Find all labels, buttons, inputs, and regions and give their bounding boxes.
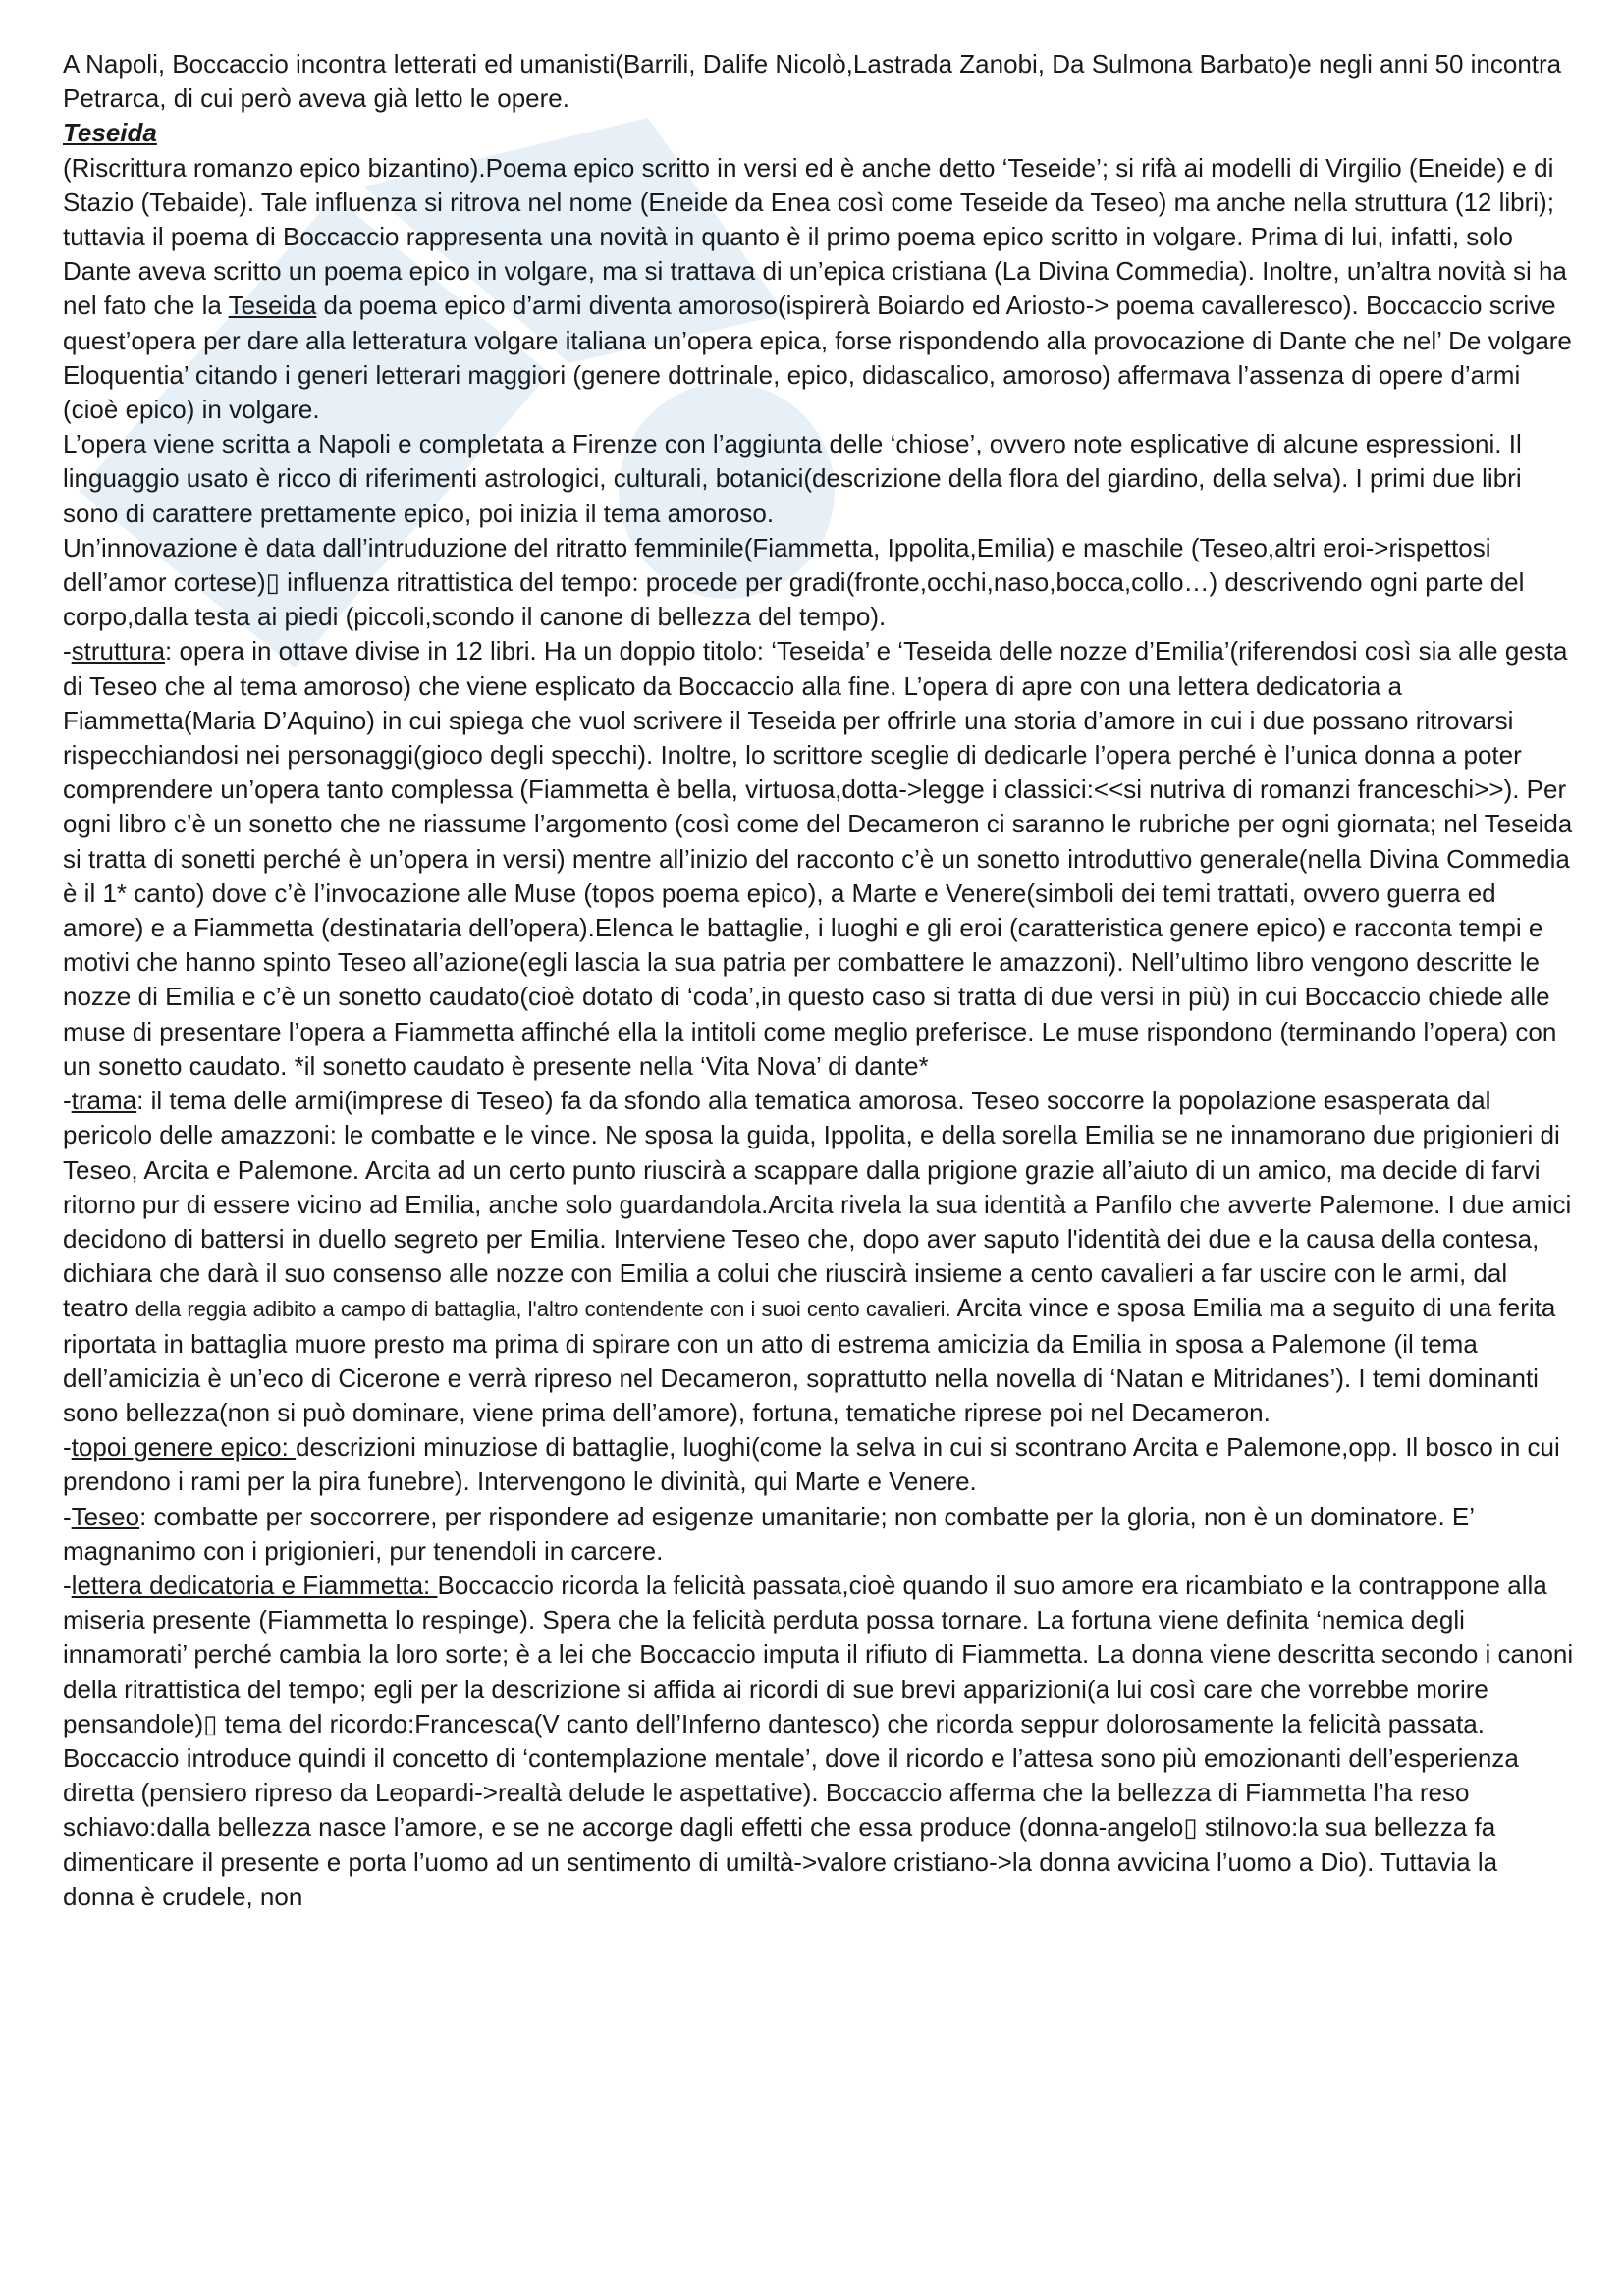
trama-label: trama xyxy=(71,1086,137,1116)
document-page xyxy=(63,47,1575,1914)
section-heading: Teseida xyxy=(63,118,157,148)
topoi-label: topoi genere epico: xyxy=(71,1432,297,1463)
struttura-label: struttura xyxy=(71,636,166,667)
paragraph-topoi: -topoi genere epico: descrizioni minuziose di battaglie, luoghi(come la selva in cui si scontrano Arcita e Palemone,opp. Il bosco in cui prendono i rami per la pira funebre). Intervengono le divinità, qui Marte e Venere. xyxy=(63,1432,1560,1497)
paragraph-composition: L’opera viene scritta a Napoli e completata a Firenze con l’aggiunta delle ‘chiose’, ovvero note esplicative di alcune espressioni. Il linguaggio usato è ricco di riferimenti astrologici, culturali, botanici(descrizione della flora del giardino, della selva). I primi due libri sono di carattere prettamente epico, poi inizia il tema amoroso. xyxy=(63,429,1522,528)
paragraph-innovation: Un’innovazione è data dall’intruduzione del ritratto femminile(Fiammetta, Ippolita,Emilia) e maschile (Teseo,altri eroi->rispettosi dell’amor cortese)▯ influenza ritrattistica del tempo: procede per gradi(fronte,occhi,naso,bocca,collo…) descrivendo ogni parte del corpo,dalla testa ai piedi (piccoli,scondo il canone di bellezza del tempo). xyxy=(63,532,1525,632)
paragraph-struttura: -struttura: opera in ottave divise in 12 libri. Ha un doppio titolo: ‘Teseida’ e ‘Teseida delle nozze d’Emilia’(riferendosi così sia alle gesta di Teseo che al tema amoroso) che viene esplicato da Boccaccio alla fine. L’opera di apre con una lettera dedicatoria a Fiammetta(Maria D’Aquino) in cui spiega che vuol scrivere il Teseida per offrirle una storia d’amore in cui i due possano ritrovarsi rispecchiandosi nei personaggi(gioco degli specchi). Inoltre, lo scrittore sceglie di dedicarle l’opera perché è l’unica donna a poter comprendere un’opera tanto complessa (Fiammetta è bella, virtuosa,dotta->legge i classici:<<si nutriva di romanzi franceschi>>). Per ogni libro c’è un sonetto che ne riassume l’argomento (così come del Decameron ci saranno le rubriche per ogni giornata; nel Teseida si tratta di sonetti perché è un’opera in versi) mentre all’inizio del racconto c’è un sonetto introduttivo generale(nella Divina Commedia è il 1* canto) dove c’è l’invocazione alle Muse (topos poema epico), a Marte e Venere(simboli dei temi trattati, ovvero guerra ed amore) e a Fiammetta (destinataria dell’opera).Elenca le battaglie, i luoghi e gli eroi (caratteristica genere epico) e racconta tempi e motivi che hanno spinto Teseo all’azione(egli lascia la sua patria per combattere le amazzoni). Nell’ultimo libro vengono descritte le nozze di Emilia e c’è un sonetto caudato(cioè dotato di ‘coda’,in questo caso si tratta di due versi in più) in cui Boccaccio chiede alle muse di presentare l’opera a Fiammetta affinché ella la intitoli come meglio preferisce. Le muse rispondono (terminando l’opera) con un sonetto caudato. *il sonetto caudato è presente nella ‘Vita Nova’ di dante* xyxy=(63,636,1573,1081)
teseo-label: Teseo xyxy=(71,1501,140,1531)
lettera-label: lettera dedicatoria e Fiammetta: xyxy=(71,1570,438,1600)
paragraph-trama: -trama: il tema delle armi(imprese di Teseo) fa da sfondo alla tematica amorosa. Teseo soccorre la popolazione esasperata dal pericolo delle amazzoni: le combatte e le vince. Ne sposa la guida, Ippolita, e della sorella Emilia se ne innamorano due prigionieri di Teseo, Arcita e Palemone. Arcita ad un certo punto riuscirà a scappare dalla prigione grazie all’aiuto di un amico, ma decide di farvi ritorno pur di essere vicino ad Emilia, anche solo guardandola.Arcita rivela la sua identità a Panfilo che avverte Palemone. I due amici decidono di battersi in duello segreto per Emilia. Interviene Teseo che, dopo aver saputo l'identità dei due e la causa della contesa, dichiara che darà il suo consenso alle nozze con Emilia a colui che riuscirà insieme a cento cavalieri a far uscire con le armi, dal teatro della reggia adibito a campo di battaglia, l'altro contendente con i suoi cento cavalieri. Arcita vince e sposa Emilia ma a seguito di una ferita riportata in battaglia muore presto ma prima di spirare con un atto di estrema amicizia da Emilia in sposa a Palemone (il tema dell’amicizia è un’eco di Cicerone e verrà ripreso nel Decameron, soprattutto nella novella di ‘Natan e Mitridanes’). I temi dominanti sono bellezza(non si può dominare, viene prima dell’amore), fortuna, tematiche riprese poi nel Decameron. xyxy=(63,1086,1572,1427)
paragraph-teseida-intro: (Riscrittura romanzo epico bizantino).Poema epico scritto in versi ed è anche detto ‘Teseide’; si rifà ai modelli di Virgilio (Eneide) e di Stazio (Tebaide). Tale influenza si ritrova nel nome (Eneide da Enea così come Teseide da Teseo) ma anche nella struttura (12 libri); tuttavia il poema di Boccaccio rappresenta una novità in quanto è il primo poema epico scritto in volgare. Prima di lui, infatti, solo Dante aveva scritto un poema epico in volgare, ma si trattava di un’epica cristiana (La Divina Commedia). Inoltre, un’altra novità si ha nel fato che la Teseida da poema epico d’armi diventa amoroso(ispirerà Boiardo ed Ariosto-> poema cavalleresco). Boccaccio scrive quest’opera per dare alla letteratura volgare italiana un’opera epica, forse rispondendo alla provocazione di Dante che nel’ De volgare Eloquentia’ citando i generi letterari maggiori (genere dottrinale, epico, didascalico, amoroso) affermava l’assenza di opere d’armi (cioè epico) in volgare. xyxy=(63,152,1572,425)
underlined-title: Teseida xyxy=(228,291,317,321)
paragraph-lettera: -lettera dedicatoria e Fiammetta: Boccaccio ricorda la felicità passata,cioè quando il suo amore era ricambiato e la contrappone alla miseria presente (Fiammetta lo respinge). Spera che la felicità perduta possa tornare. La fortuna viene definita ‘nemica degli innamorati’ perché cambia la loro sorte; è a lei che Boccaccio imputa il rifiuto di Fiammetta. La donna viene descritta secondo i canoni della ritrattistica del tempo; egli per la descrizione si affida ai ricordi di sue brevi apparizioni(a lui così care che vorrebbe morire pensandole)▯ tema del ricordo:Francesca(V canto dell’Inferno dantesco) che ricorda seppur dolorosamente la felicità passata. Boccaccio introduce quindi il concetto di ‘contemplazione mentale’, dove il ricordo e l’attesa sono più emozionanti dell’esperienza diretta (pensiero ripreso da Leopardi->realtà delude le aspettative). Boccaccio afferma che la bellezza di Fiammetta l’ha reso schiavo:dalla bellezza nasce l’amore, e se ne accorge dagli effetti che essa produce (donna-angelo▯ stilnovo:la sua bellezza fa dimenticare il presente e porta l’uomo ad un sentimento di umiltà->valore cristiano->la donna avvicina l’uomo a Dio). Tuttavia la donna è crudele, non xyxy=(63,1570,1574,1911)
trama-small-text: della reggia adibito a campo di battaglia, l'altro contendente con i suoi cento cavalieri. xyxy=(135,1297,951,1322)
paragraph-teseo: -Teseo: combatte per soccorrere, per rispondere ad esigenze umanitarie; non combatte per la gloria, non è un dominatore. E’ magnanimo con i prigionieri, pur tenendoli in carcere. xyxy=(63,1501,1475,1566)
intro-paragraph: A Napoli, Boccaccio incontra letterati ed umanisti(Barrili, Dalife Nicolò,Lastrada Zanobi, Da Sulmona Barbato)e negli anni 50 incontra Petrarca, di cui però aveva già letto le opere. xyxy=(63,49,1562,114)
